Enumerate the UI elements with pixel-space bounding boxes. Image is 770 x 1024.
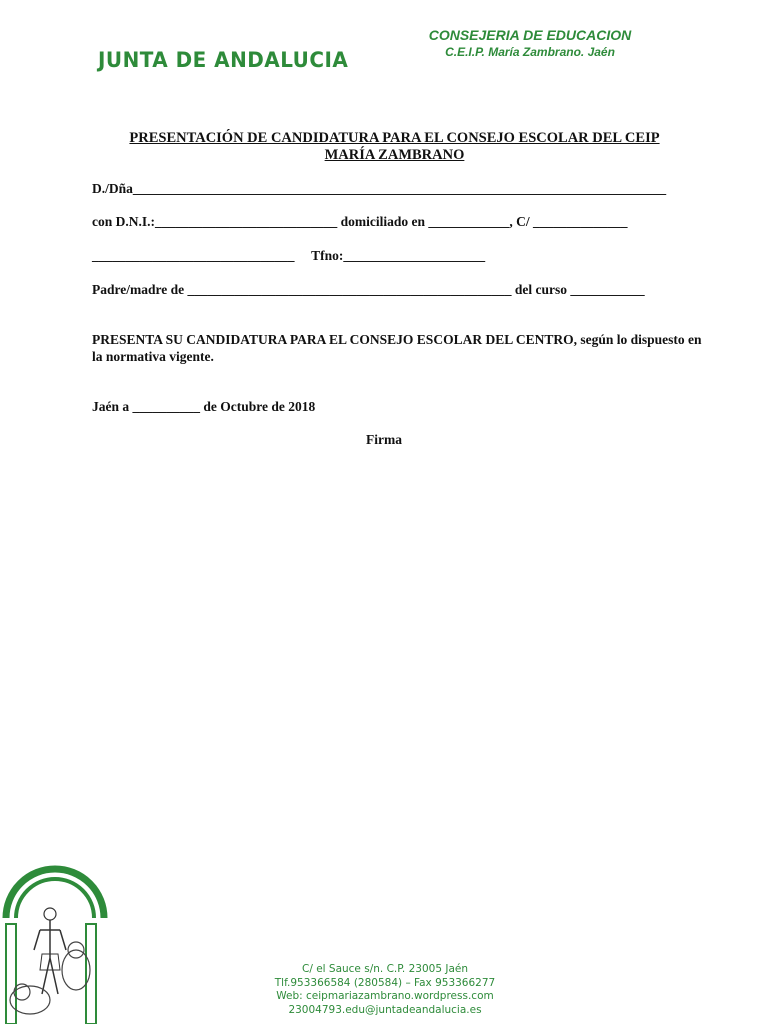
- footer-contact: [240, 963, 530, 1017]
- footer-phone: Tlf.953366584 (280584) – Fax 953366277: [274, 976, 496, 989]
- andalucia-emblem-icon: [0, 858, 110, 1024]
- signature-label: Firma: [366, 432, 402, 447]
- name-field-line: D./Dña_______________________________________________________________________________: [92, 181, 667, 196]
- department-name: CONSEJERIA DE EDUCACION: [428, 27, 632, 43]
- phone-field-line: ______________________________ Tfno:_____________________: [92, 248, 486, 263]
- footer-email: 23004793.edu@juntadeandalucia.es: [288, 1003, 482, 1016]
- header-institution: [410, 26, 650, 60]
- junta-logo-text: JUNTA DE ANDALUCIA: [98, 48, 349, 72]
- parent-course-field-line: Padre/madre de ________________________________________________ del curso ___________: [92, 282, 645, 297]
- form-title-line-2: MARÍA ZAMBRANO: [324, 147, 465, 163]
- dni-address-field-line: con D.N.I.:___________________________ domiciliado en ____________, C/ ______________: [92, 214, 628, 229]
- date-line: Jaén a __________ de Octubre de 2018: [92, 399, 316, 414]
- footer-web: Web: ceipmariazambrano.wordpress.com: [276, 990, 494, 1002]
- school-name: C.E.I.P. María Zambrano. Jaén: [445, 45, 615, 59]
- form-title: [92, 130, 697, 164]
- candidacy-statement: PRESENTA SU CANDIDATURA PARA EL CONSEJO ESCOLAR DEL CENTRO, según lo dispuesto en la normativa vigente.: [92, 332, 702, 364]
- footer-address: C/ el Sauce s/n. C.P. 23005 Jaén: [301, 963, 468, 975]
- form-title-line-1: PRESENTACIÓN DE CANDIDATURA PARA EL CONSEJO ESCOLAR DEL CEIP: [129, 130, 660, 146]
